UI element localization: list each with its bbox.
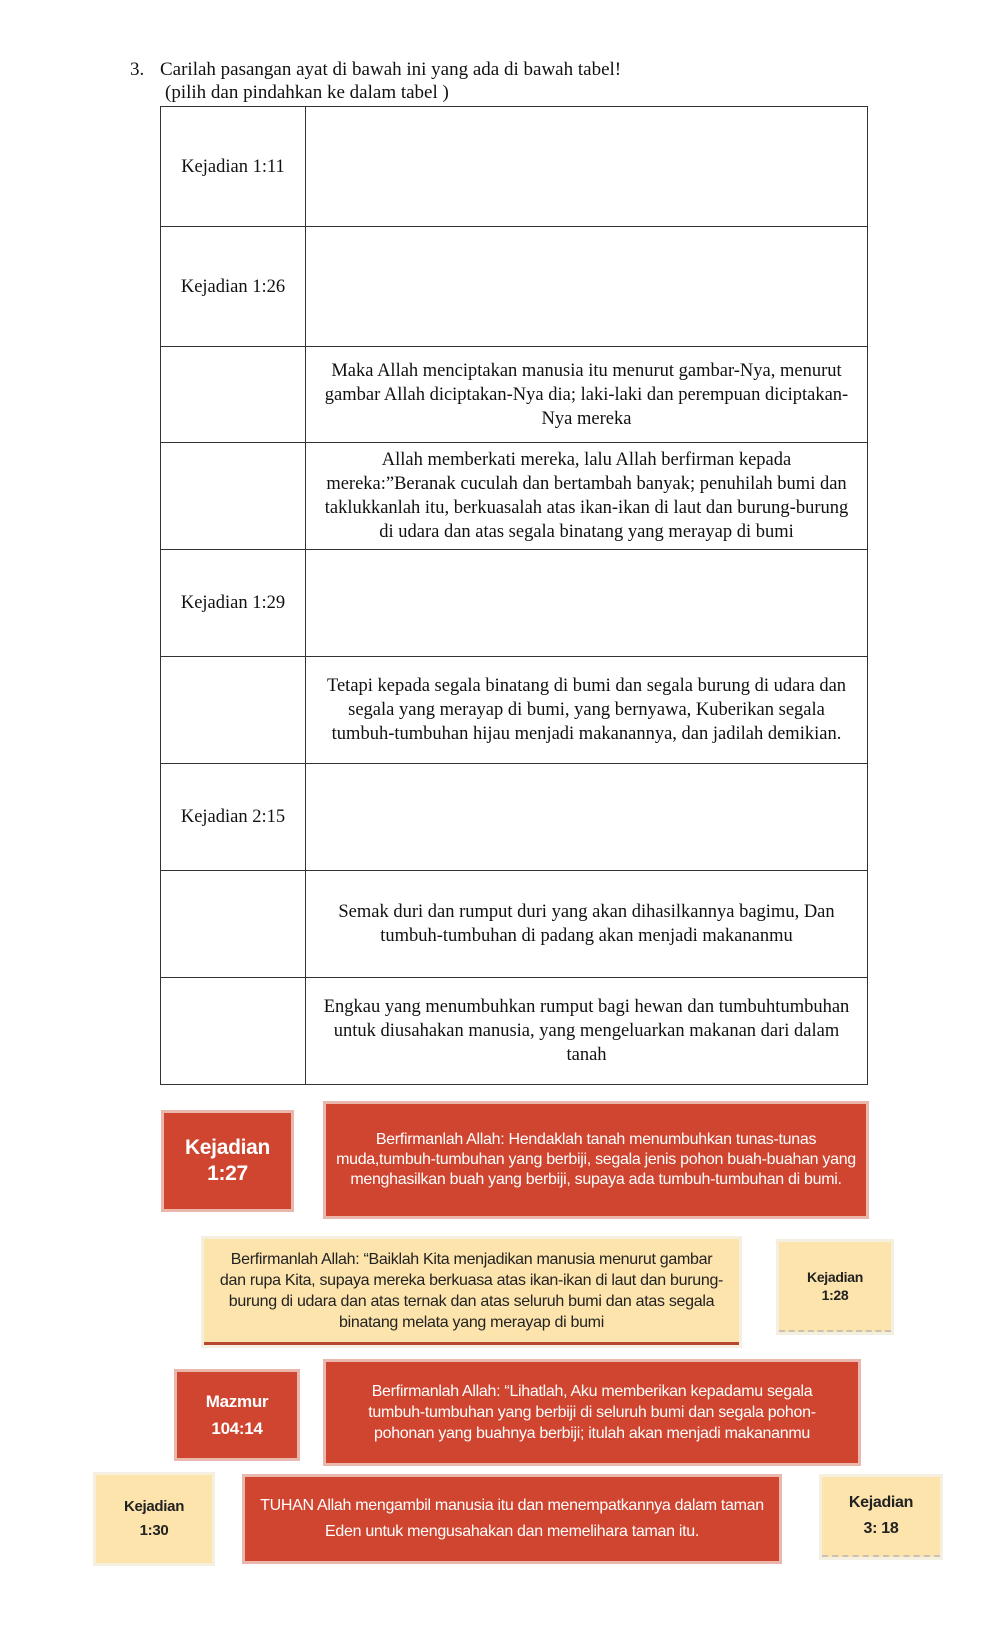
drop-cell-verse[interactable]: [306, 764, 868, 871]
table-row: [161, 657, 868, 764]
card-verse-kejadian-1-29[interactable]: Berfirmanlah Allah: “Lihatlah, Aku memberikan kepadamu segala tumbuh-tumbuhan yang berbiji di seluruh bumi dan segala pohon- pohonan yang buahnya berbiji; itulah akan menjadi makananmu: [326, 1362, 858, 1463]
verse-cell: Tetapi kepada segala binatang di bumi dan segala burung di udara dan segala yang merayap di bumi, yang bernyawa, Kuberikan segala tumbuh-tumbuhan hijau menjadi makanannya, dan jadilah demikian.: [306, 657, 868, 764]
card-verse-kejadian-2-15[interactable]: TUHAN Allah mengambil manusia itu dan menempatkannya dalam taman Eden untuk mengusahakan dan memelihara taman itu.: [245, 1477, 779, 1561]
card-kejadian-1-28[interactable]: Kejadian 1:28: [779, 1242, 891, 1332]
verse-cell: Allah memberkati mereka, lalu Allah berfirman kepada mereka:”Beranak cuculah dan bertambah banyak; penuhilah bumi dan taklukkanlah itu, berkuasalah atas ikan-ikan di laut dan burung-burung di udara dan atas segala binatang yang merayap di bumi: [306, 443, 868, 550]
drop-cell-verse[interactable]: [306, 227, 868, 347]
drop-cell-ref[interactable]: [161, 443, 306, 550]
card-verse-kejadian-1-26[interactable]: Berfirmanlah Allah: “Baiklah Kita menjadikan manusia menurut gambar dan rupa Kita, supaya mereka berkuasa atas ikan-ikan di laut dan burung-burung di udara dan atas ternak dan atas seluruh bumi dan atas segala binatang melata yang merayap di bumi: [204, 1239, 739, 1345]
verse-cell: Maka Allah menciptakan manusia itu menurut gambar-Nya, menurut gambar Allah diciptakan-Nya dia; laki-laki dan perempuan diciptakan-Nya mereka: [306, 347, 868, 443]
drop-cell-ref[interactable]: Kejadian 1:29: [161, 550, 306, 657]
card-kejadian-1-27[interactable]: Kejadian 1:27: [164, 1113, 291, 1209]
drop-cell-verse[interactable]: [306, 107, 868, 227]
matching-table: [160, 106, 868, 1085]
table-row: [161, 227, 868, 347]
table-row: [161, 978, 868, 1085]
table-row: [161, 764, 868, 871]
table-row: [161, 871, 868, 978]
question-number: 3.: [130, 59, 145, 80]
drop-cell-ref[interactable]: [161, 978, 306, 1085]
card-kejadian-3-18[interactable]: Kejadian 3: 18: [822, 1477, 940, 1557]
card-mazmur-104-14[interactable]: Mazmur 104:14: [177, 1372, 297, 1458]
instruction-line2: (pilih dan pindahkan ke dalam tabel ): [165, 82, 449, 103]
drop-cell-ref[interactable]: Kejadian 2:15: [161, 764, 306, 871]
card-kejadian-1-30[interactable]: Kejadian 1:30: [96, 1475, 212, 1563]
drop-cell-ref[interactable]: Kejadian 1:26: [161, 227, 306, 347]
table-row: [161, 443, 868, 550]
card-verse-kejadian-1-11[interactable]: Berfirmanlah Allah: Hendaklah tanah menumbuhkan tunas-tunas muda,tumbuh-tumbuhan yang berbiji, segala jenis pohon buah-buahan yang menghasilkan buah yang berbiji, supaya ada tumbuh-tumbuhan di bumi.: [326, 1104, 866, 1216]
drop-cell-verse[interactable]: [306, 550, 868, 657]
table-row: [161, 107, 868, 227]
table-row: [161, 347, 868, 443]
table-row: [161, 550, 868, 657]
drop-cell-ref[interactable]: Kejadian 1:11: [161, 107, 306, 227]
drop-cell-ref[interactable]: [161, 347, 306, 443]
verse-cell: Engkau yang menumbuhkan rumput bagi hewan dan tumbuhtumbuhan untuk diusahakan manusia, yang mengeluarkan makanan dari dalam tanah: [306, 978, 868, 1085]
verse-cell: Semak duri dan rumput duri yang akan dihasilkannya bagimu, Dan tumbuh-tumbuhan di padang akan menjadi makananmu: [306, 871, 868, 978]
instruction: [130, 58, 621, 104]
drop-cell-ref[interactable]: [161, 871, 306, 978]
instruction-line1: Carilah pasangan ayat di bawah ini yang ada di bawah tabel!: [160, 59, 622, 80]
drop-cell-ref[interactable]: [161, 657, 306, 764]
